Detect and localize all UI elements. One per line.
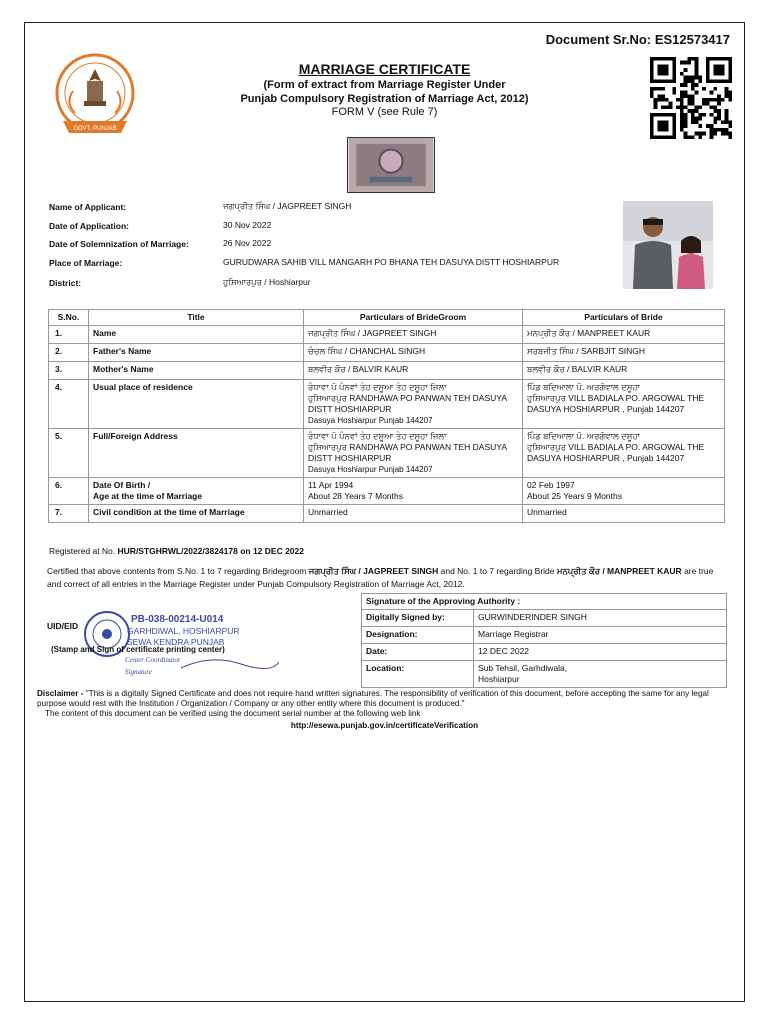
signature-row bbox=[362, 644, 727, 661]
registration-prefix: Registered at No. bbox=[49, 546, 116, 556]
date-label: Date: bbox=[362, 644, 474, 661]
groom-address-line: ਰੰਧਾਵਾ ਪੋ ਪੰਨਵਾਂ ਤੇਹ ਦਸੂਆ ਤੇਹ ਦਸੂਹਾ ਜ਼ਿਲਾ bbox=[308, 431, 447, 441]
district-label: District: bbox=[49, 278, 82, 288]
registration-line bbox=[49, 546, 304, 556]
row-title-line: Age at the time of Marriage bbox=[93, 491, 203, 501]
couple-photo bbox=[623, 201, 713, 289]
approving-authority-table bbox=[361, 593, 727, 688]
designation-label: Designation: bbox=[362, 627, 474, 644]
cert-bride-name: ਮਨਪ੍ਰੀਤ ਕੌਰ / MANPREET KAUR bbox=[556, 566, 682, 576]
seal-coordinator: Center Coordinator bbox=[125, 656, 181, 664]
marriage-place-value: GURUDWARA SAHIB VILL MANGARH PO BHANA TEH DASUYA DISTT HOSHIARPUR bbox=[223, 257, 560, 267]
bride-dob-value: 02 Feb 1997 bbox=[527, 480, 575, 490]
location-label: Location: bbox=[362, 661, 474, 688]
signed-by-value: GURWINDERINDER SINGH bbox=[474, 610, 727, 627]
groom-residence bbox=[304, 380, 523, 429]
header-bridegroom: Particulars of BrideGroom bbox=[304, 310, 523, 326]
seal-code: PB-038-00214-U014 bbox=[131, 614, 224, 625]
document-serial bbox=[546, 32, 730, 47]
bride-address-line: ਪਿੰਡ ਬਦਿਆਲਾ ਪੋ. ਅਰਗੋਵਾਲ ਦਸੂਹਾ bbox=[527, 431, 641, 441]
applicant-name-label: Name of Applicant: bbox=[49, 202, 127, 212]
certification-text bbox=[47, 565, 727, 591]
bride-dob bbox=[523, 478, 725, 505]
form-reference: FORM V (see Rule 7) bbox=[331, 106, 438, 118]
designation-value: Marriage Registrar bbox=[474, 627, 727, 644]
header-sno: S.No. bbox=[49, 310, 89, 326]
signature-row bbox=[362, 610, 727, 627]
date-value: 12 DEC 2022 bbox=[474, 644, 727, 661]
solemnization-date-value: 26 Nov 2022 bbox=[223, 238, 272, 248]
uid-eid-label: UID/EID bbox=[47, 621, 79, 631]
row-title: Father's Name bbox=[89, 344, 304, 362]
groom-dob-value: 11 Apr 1994 bbox=[308, 480, 354, 490]
table-row bbox=[49, 344, 725, 362]
application-date-label: Date of Application: bbox=[49, 221, 129, 231]
serial-value: ES12573417 bbox=[654, 32, 730, 47]
groom-full-address bbox=[304, 429, 523, 478]
application-date-value: 30 Nov 2022 bbox=[223, 220, 272, 230]
row-sno: 1. bbox=[49, 326, 89, 344]
table-row bbox=[49, 326, 725, 344]
district-value: ਹੁਸ਼ਿਆਰਪੁਰ / Hoshiarpur bbox=[223, 277, 311, 287]
bride-residence bbox=[523, 380, 725, 429]
bride-name: ਮਨਪ੍ਰੀਤ ਕੌਰ / MANPREET KAUR bbox=[523, 326, 725, 344]
row-title: Mother's Name bbox=[89, 362, 304, 380]
groom-civil-condition: Unmarried bbox=[304, 505, 523, 523]
particulars-table bbox=[48, 309, 725, 523]
groom-age-value: About 28 Years 7 Months bbox=[308, 491, 403, 501]
row-sno: 6. bbox=[49, 478, 89, 505]
disclaimer bbox=[37, 689, 737, 719]
certificate-title: MARRIAGE CERTIFICATE bbox=[298, 61, 471, 77]
signature-heading-row bbox=[362, 594, 727, 610]
emblem-caption: GOVT. PUNJAB bbox=[73, 126, 117, 132]
registration-number: HUR/STGHRWL/2022/3824178 on 12 DEC 2022 bbox=[117, 546, 304, 556]
signature-row bbox=[362, 627, 727, 644]
seal-signature-label: Signature bbox=[125, 668, 152, 676]
signed-by-label: Digitally Signed by: bbox=[362, 610, 474, 627]
bride-full-address bbox=[523, 429, 725, 478]
location-value bbox=[474, 661, 727, 688]
row-sno: 2. bbox=[49, 344, 89, 362]
groom-residence-line: ਰੰਧਾਵਾ ਪੋ ਪੰਨਵਾਂ ਤੇਹ ਦਸੂਆ ਤੇਹ ਦਸੂਹਾ ਜ਼ਿਲਾ bbox=[308, 382, 447, 392]
seal-location: GARHDIWAL, HOSHIARPUR bbox=[127, 626, 240, 636]
groom-residence-line: ਹੁਸ਼ਿਆਰਪੁਰ RANDHAWA PO PANWAN TEH DASUYA bbox=[308, 393, 507, 403]
verification-link[interactable]: http://esewa.punjab.gov.in/certificateVerification bbox=[290, 721, 479, 730]
disclaimer-label: Disclaimer - bbox=[37, 689, 84, 698]
bride-civil-condition: Unmarried bbox=[523, 505, 725, 523]
groom-name: ਜਗਪ੍ਰੀਤ ਸਿੰਘ / JAGPREET SINGH bbox=[304, 326, 523, 344]
groom-mother: ਬਲਵੀਰ ਕੌਰ / BALVIR KAUR bbox=[304, 362, 523, 380]
bride-address-line: DASUYA HOSHIARPUR , Punjab 144207 bbox=[527, 453, 685, 463]
location-line: Sub Tehsil, Garhdiwala, bbox=[478, 663, 568, 673]
table-row bbox=[49, 478, 725, 505]
row-title: Civil condition at the time of Marriage bbox=[89, 505, 304, 523]
row-title: Usual place of residence bbox=[89, 380, 304, 429]
table-row bbox=[49, 505, 725, 523]
applicant-name-value: ਜਗਪ੍ਰੀਤ ਸਿੰਘ / JAGPREET SINGH bbox=[223, 201, 352, 211]
row-sno: 4. bbox=[49, 380, 89, 429]
row-title: Name bbox=[89, 326, 304, 344]
row-sno: 7. bbox=[49, 505, 89, 523]
groom-address-line: ਹੁਸ਼ਿਆਰਪੁਰ RANDHAWA PO PANWAN TEH DASUYA bbox=[308, 442, 507, 452]
cert-groom-name: ਜਗਪ੍ਰੀਤ ਸਿੰਘ / JAGPREET SINGH bbox=[308, 566, 439, 576]
location-line: Hoshiarpur bbox=[478, 674, 520, 684]
signature-heading: Signature of the Approving Authority : bbox=[362, 594, 727, 610]
serial-label: Document Sr.No: bbox=[545, 32, 652, 47]
cert-part-1: Certified that above contents from S.No. 1 to 7 regarding Bridegroom bbox=[47, 566, 307, 576]
bride-residence-line: DASUYA HOSHIARPUR , Punjab 144207 bbox=[527, 404, 685, 414]
certificate-subtitle-1: (Form of extract from Marriage Register Under bbox=[263, 79, 506, 91]
groom-address-line: Dasuya Hoshiarpur Punjab 144207 bbox=[308, 465, 433, 474]
table-header-row bbox=[49, 310, 725, 326]
signature-row bbox=[362, 661, 727, 688]
header-bride: Particulars of Bride bbox=[523, 310, 725, 326]
table-row bbox=[49, 362, 725, 380]
bride-address-line: ਹੁਸ਼ਿਆਰਪੁਰ VILL BADIALA PO. ARGOWAL THE bbox=[527, 442, 705, 452]
seal-center-name: SEWA KENDRA PUNJAB bbox=[127, 637, 225, 647]
groom-residence-line: DISTT HOSHIARPUR bbox=[308, 404, 392, 414]
cert-part-2: and No. 1 to 7 regarding Bride bbox=[440, 566, 555, 576]
row-title-line: Date Of Birth / bbox=[93, 480, 151, 490]
bride-residence-line: ਹੁਸ਼ਿਆਰਪੁਰ VILL BADIALA PO. ARGOWAL THE bbox=[527, 393, 705, 403]
row-title bbox=[89, 478, 304, 505]
bride-father: ਸਰਬਜੀਤ ਸਿੰਘ / SARBJIT SINGH bbox=[523, 344, 725, 362]
header-title: Title bbox=[89, 310, 304, 326]
bride-residence-line: ਪਿੰਡ ਬਦਿਆਲਾ ਪੋ. ਅਰਗੋਵਾਲ ਦਸੂਹਾ bbox=[527, 382, 641, 392]
groom-residence-line: Dasuya Hoshiarpur Punjab 144207 bbox=[308, 416, 433, 425]
groom-address-line: DISTT HOSHIARPUR bbox=[308, 453, 392, 463]
groom-dob bbox=[304, 478, 523, 505]
bride-age-value: About 25 Years 9 Months bbox=[527, 491, 622, 501]
solemnization-date-label: Date of Solemnization of Marriage: bbox=[49, 239, 189, 249]
table-row bbox=[49, 380, 725, 429]
cert-part-3: are true and correct of all entries in the Marriage Register under Punjab Compulsory Registration of Marriage Act, 2012. bbox=[47, 566, 714, 589]
row-sno: 5. bbox=[49, 429, 89, 478]
certificate-subtitle-2: Punjab Compulsory Registration of Marriage Act, 2012) bbox=[240, 93, 529, 105]
stamp-note: (Stamp and Sign of certificate printing center) bbox=[51, 645, 225, 654]
row-sno: 3. bbox=[49, 362, 89, 380]
table-row bbox=[49, 429, 725, 478]
seal-image bbox=[347, 137, 435, 193]
bride-mother: ਬਲਵੀਰ ਕੌਰ / BALVIR KAUR bbox=[523, 362, 725, 380]
row-title: Full/Foreign Address bbox=[89, 429, 304, 478]
marriage-place-label: Place of Marriage: bbox=[49, 258, 123, 268]
groom-father: ਚੰਚਲ ਸਿੰਘ / CHANCHAL SINGH bbox=[304, 344, 523, 362]
disclaimer-line-2: The content of this document can be verified using the document serial number at the following web link bbox=[45, 709, 421, 718]
certificate-sheet bbox=[24, 22, 745, 1002]
disclaimer-text: "This is a digitally Signed Certificate and does not require hand written signatures. The responsibility of verification of this document, before accepting the same for any legal purpose would rest with the Institution / Organization / Company or any other entity where this document is produced." bbox=[37, 689, 709, 708]
